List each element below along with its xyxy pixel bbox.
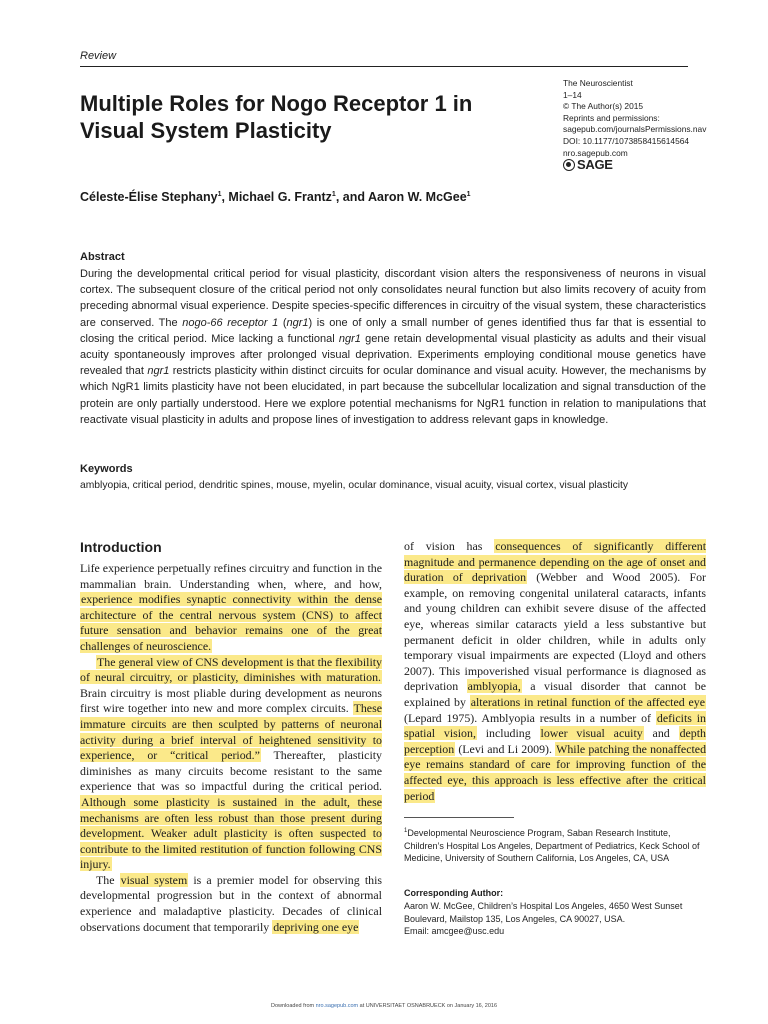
affiliation-mark: 1 xyxy=(217,190,222,198)
highlight: amblyopia, xyxy=(467,679,521,694)
download-footer xyxy=(0,1003,768,1009)
affiliation-mark: 1 xyxy=(331,190,336,198)
text-run: Life experience perpetually refines circuitry and function in the mammalian brain. Understanding when, where, and how, xyxy=(80,561,382,591)
text-run: Brain circuitry is most pliable during development as neurons first wire together into new and more complex circuits. xyxy=(80,685,382,716)
highlight: depth perception xyxy=(404,726,706,756)
highlight: visual system xyxy=(120,872,188,887)
author-separator: , and xyxy=(335,190,369,204)
text-run: (Webber and Wood 2005). For example, on removing congenital unilateral cataracts, infants and young children can exhibit severe disuse of the affected eye, whereas similar cataracts yield a less substantive but permanent deficit in older children, while in adults only temporary visual impairments are expected (Lloyd and others 2007). This impoverished visual performance is diagnosed as deprivation xyxy=(404,570,706,694)
abstract-heading: Abstract xyxy=(80,251,125,263)
paragraph xyxy=(80,561,382,655)
text-run: (Lepard 1975). Amblyopia results in a number of xyxy=(404,710,656,725)
paragraph xyxy=(80,873,382,935)
highlight: consequences of significantly different magnitude and permanence depending on the age of onset and duration of deprivation xyxy=(404,539,706,585)
text-run: of vision has xyxy=(404,539,495,553)
gene-name: ngr1 xyxy=(147,365,170,378)
affiliation-mark: 1 xyxy=(466,190,471,198)
corresponding-author-details xyxy=(404,900,709,938)
footnote-rule xyxy=(404,817,514,818)
doi[interactable]: DOI: 10.1177/1073858415614564 xyxy=(563,135,690,146)
journal-info xyxy=(563,78,733,159)
gene-name: ngr1 xyxy=(286,316,309,329)
footnote-mark: 1 xyxy=(404,828,408,834)
affiliation-footnote xyxy=(404,825,709,865)
text-run: The xyxy=(96,872,120,887)
section-label: Review xyxy=(80,50,117,62)
corresponding-email[interactable]: Email: amcgee@usc.edu xyxy=(404,926,505,937)
sage-logo-icon xyxy=(563,159,575,171)
author-separator: , xyxy=(221,190,229,204)
text-run: including xyxy=(476,726,540,741)
text-run: (Levi and Li 2009). xyxy=(455,741,556,756)
header-rule xyxy=(80,66,688,67)
highlight: experience modifies synaptic connectivity within the dense architecture of the central nervous system (CNS) to affect future sensation and behavior remains one of the great challenges of neuroscience. xyxy=(80,592,382,653)
highlight: depriving one eye xyxy=(273,919,359,934)
abstract-run: ( xyxy=(278,316,287,329)
paragraph xyxy=(404,539,706,804)
abstract-run: gene retain developmental visual plasticity as adults and their visual acuity spontaneously improves after prolonged visual deprivation. Experiments employing conditional mouse genetics have revealed that xyxy=(80,332,706,378)
gene-name: nogo-66 receptor 1 xyxy=(182,316,279,329)
author-name: Céleste-Élise Stephany xyxy=(80,190,218,204)
abstract-run: restricts plasticity within distinct circuits for ocular dominance and visual acuity. However, the mechanisms by which NgR1 limits plasticity have not been elucidated, in part because the subcellular localization and signal transduction of the protein are only partially understood. Here we explore potential mechanisms for NgR1 function in relation to manipulations that reactivate visual plasticity in adults and propose lines of investigation to address relevant gaps in knowledge. xyxy=(80,365,707,426)
footer-link[interactable]: nro.sagepub.com xyxy=(315,1003,359,1009)
highlight: While patching the nonaffected eye remains standard of care for improving function of the affected eye, this approach is less effective after the critical period xyxy=(404,741,707,803)
text-run: and xyxy=(643,726,679,741)
footer-text: Downloaded from xyxy=(270,1003,316,1009)
highlight: The general view of CNS development is that the flexibility of neural circuitry, or plasticity, diminishes with maturation. xyxy=(80,654,382,685)
corresponding-address: Aaron W. McGee, Children’s Hospital Los Angeles, 4650 West Sunset Boulevard, Mailstop 135, Los Angeles, CA 90027, USA. xyxy=(404,901,683,924)
keywords-heading: Keywords xyxy=(80,463,133,475)
gene-name: ngr1 xyxy=(338,332,361,345)
highlight: These immature circuits are then sculpted by patterns of neuronal activity during a brief interval of heightened sensitivity to experience, or “critical period.” xyxy=(80,701,382,763)
highlight: alterations in retinal function of the affected eye xyxy=(470,694,706,709)
highlight: Although some plasticity is sustained in the adult, these mechanisms are often less robust than those present during development. Weaker adult plasticity is often suspected to contribute to the limited restitution of function following CNS injury. xyxy=(80,794,382,872)
text-run: Thereafter, plasticity diminishes as many circuits become resistant to the same experience that was so impactful during the critical period. xyxy=(80,748,382,794)
paragraph xyxy=(80,655,382,873)
reprints-label: Reprints and permissions: xyxy=(563,112,660,123)
abstract-run: During the developmental critical period for visual plasticity, discordant vision alters the responsiveness of neurons in visual cortex. The subsequent closure of the critical period not only consolidates neural function but also limits recovery of acuity from preceding abnormal visual experience. Despite species-specific differences in circuitry of the visual system, these characteristics are conserved. The xyxy=(80,268,706,329)
page-range: 1–14 xyxy=(563,89,582,100)
abstract-text xyxy=(80,266,706,428)
permissions-link[interactable]: sagepub.com/journalsPermissions.nav xyxy=(563,124,707,135)
corresponding-author-heading: Corresponding Author: xyxy=(404,888,504,898)
publisher-name: SAGE xyxy=(577,157,613,172)
left-column xyxy=(80,561,382,935)
keywords-list: amblyopia, critical period, dendritic spines, mouse, myelin, ocular dominance, visual acuity, visual cortex, visual plasticity xyxy=(80,480,629,491)
publisher-logo xyxy=(563,157,613,172)
abstract-run: ) is one of only a small number of genes identified thus far that is essential to closing the critical period. Mice lacking a functional xyxy=(80,316,706,345)
right-column xyxy=(404,539,706,804)
author-name: Aaron W. McGee xyxy=(368,190,467,204)
copyright: © The Author(s) 2015 xyxy=(563,101,644,112)
introduction-heading: Introduction xyxy=(80,539,162,555)
footer-text: at UNIVERSITAET OSNABRUECK on January 16, 2016 xyxy=(358,1003,498,1009)
article-title: Multiple Roles for Nogo Receptor 1 in Visual System Plasticity xyxy=(80,91,473,143)
author-name: Michael G. Frantz xyxy=(228,190,332,204)
highlight: deficits in spatial vision, xyxy=(404,710,706,741)
text-run: is a premier model for observing this developmental progression but in the context of abnormal experience and maladaptive plasticity. Decades of clinical observations document that temporarily xyxy=(80,872,382,934)
highlight: lower visual acuity xyxy=(540,726,643,741)
footnote-text: Developmental Neuroscience Program, Saban Research Institute, Children’s Hospital Los Angeles, Department of Pediatrics, Keck School of Medicine, University of Southern California, Los Angeles, CA, USA xyxy=(404,828,700,864)
text-run: a visual disorder that cannot be explained by xyxy=(404,679,706,709)
journal-url[interactable]: nro.sagepub.com xyxy=(563,147,628,158)
journal-name: The Neuroscientist xyxy=(563,78,633,88)
author-list xyxy=(80,190,471,204)
